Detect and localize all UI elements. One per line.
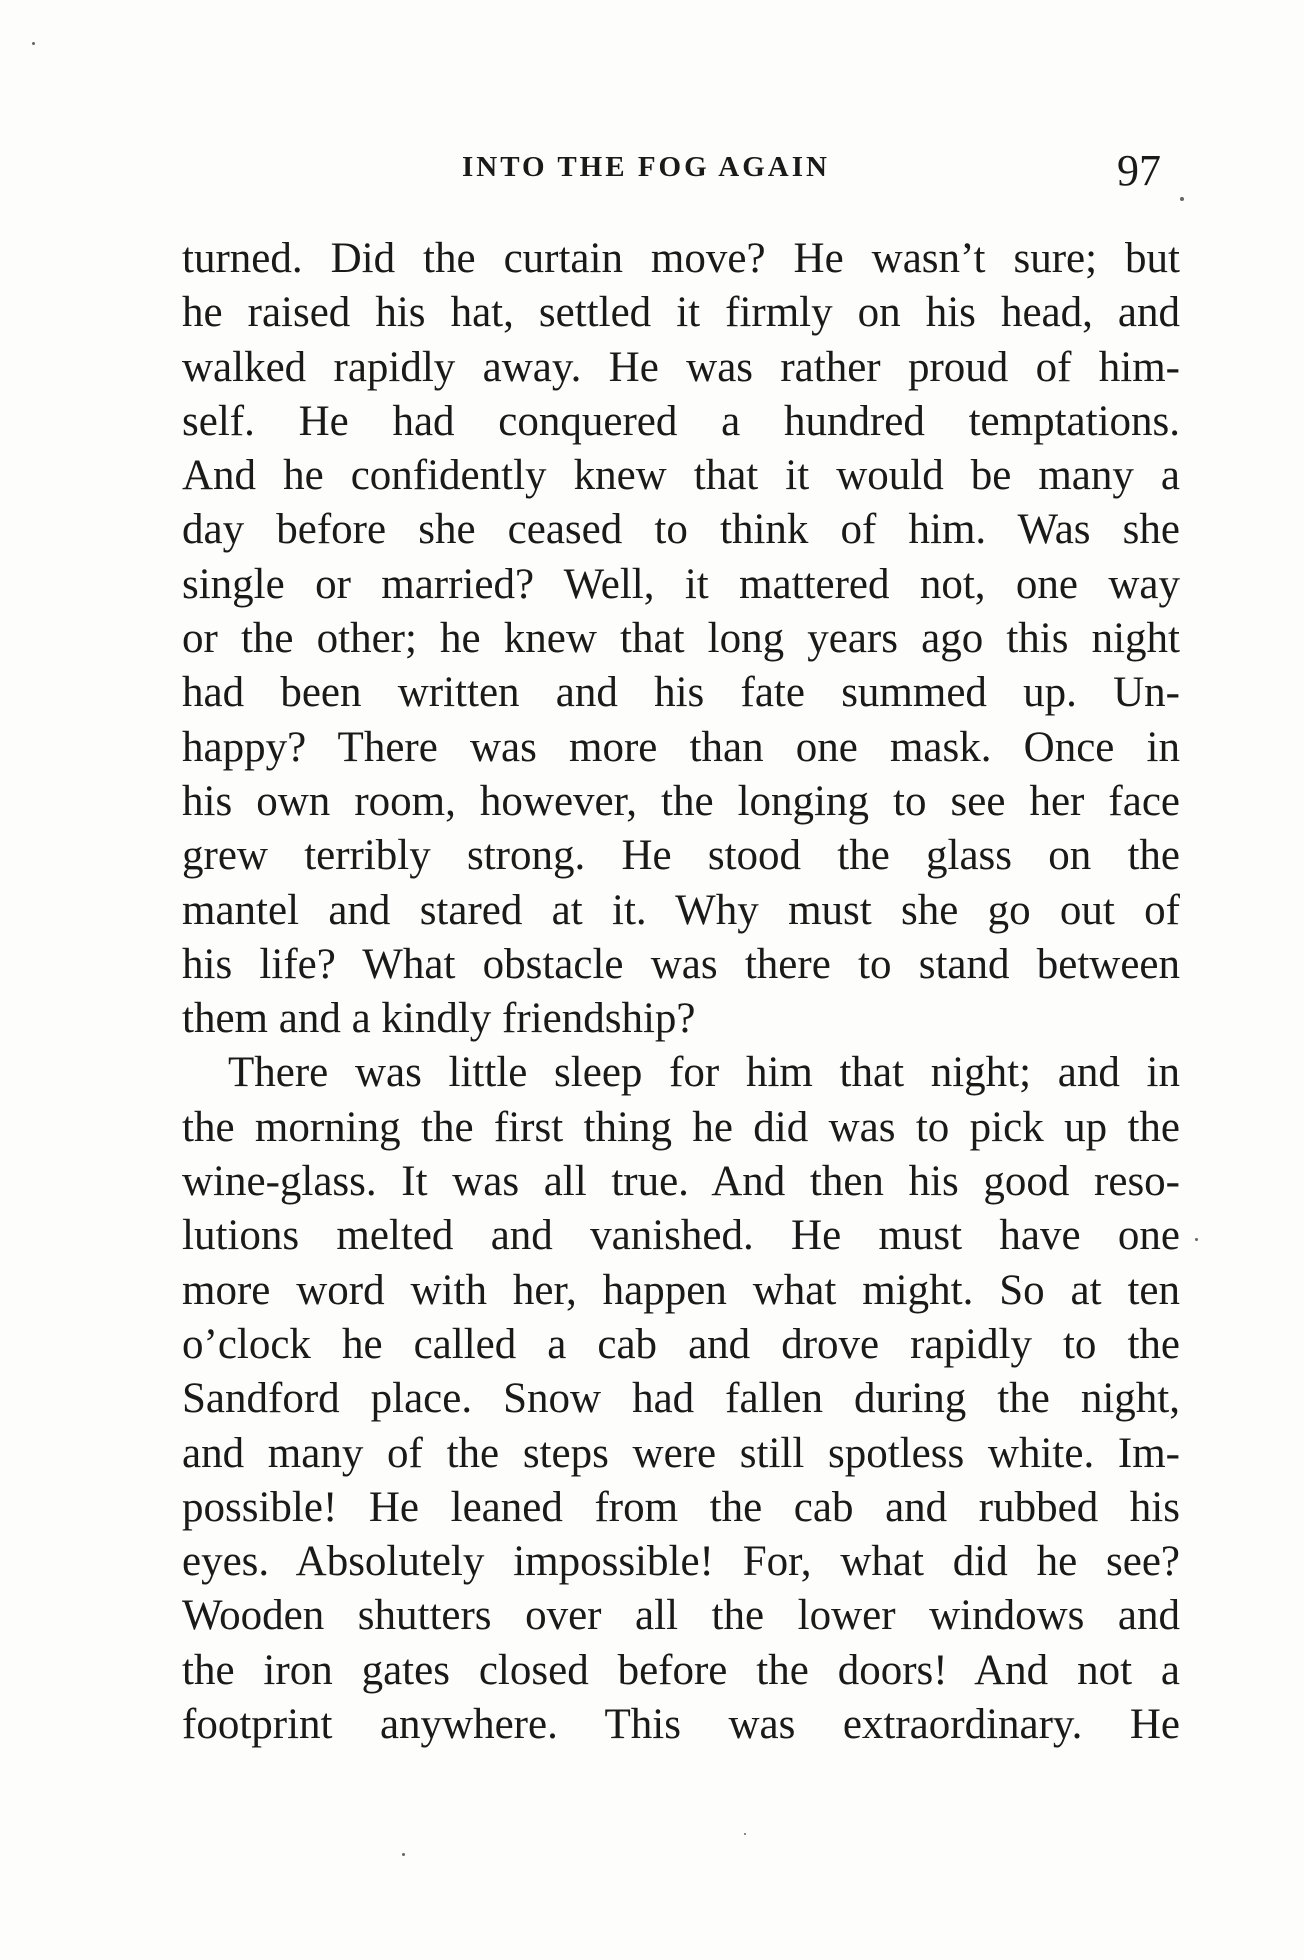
text-line: o’clock he called a cab and drove rapidly to the (182, 1320, 1180, 1368)
text-line: Wooden shutters over all the lower windows and (182, 1592, 1180, 1640)
print-speck (1180, 197, 1184, 201)
chapter-title: INTO THE FOG AGAIN (462, 151, 830, 183)
print-speck (1195, 1238, 1198, 1241)
text-line: more word with her, happen what might. So at ten (182, 1266, 1180, 1314)
text-line: There was little sleep for him that night; and in (228, 1049, 1180, 1097)
text-line: eyes. Absolutely impossible! For, what did he see? (182, 1538, 1180, 1586)
text-line: happy? There was more than one mask. Once in (182, 723, 1180, 771)
text-line: or the other; he knew that long years ago this night (182, 615, 1180, 663)
text-line: he raised his hat, settled it firmly on his head, and (182, 289, 1180, 337)
text-line: and many of the steps were still spotless white. Im- (182, 1429, 1180, 1477)
page-number: 97 (1117, 146, 1161, 195)
text-line: walked rapidly away. He was rather proud of him- (182, 343, 1180, 391)
text-line: single or married? Well, it mattered not, one way (182, 560, 1180, 608)
text-line: self. He had conquered a hundred temptations. (182, 397, 1180, 445)
text-line: the morning the first thing he did was to pick up the (182, 1103, 1180, 1151)
text-line: turned. Did the curtain move? He wasn’t sure; but (182, 235, 1180, 282)
running-head (182, 145, 1182, 205)
text-line: the iron gates closed before the doors! And not a (182, 1646, 1180, 1694)
text-line: lutions melted and vanished. He must have one (182, 1212, 1180, 1260)
text-line: them and a kindly friendship? (182, 995, 696, 1043)
text-line: had been written and his fate summed up. Un- (182, 669, 1180, 717)
text-line: possible! He leaned from the cab and rubbed his (182, 1483, 1180, 1531)
text-line: wine-glass. It was all true. And then his good reso- (182, 1158, 1180, 1206)
text-line: his own room, however, the longing to see her face (182, 777, 1180, 825)
body-text (182, 232, 1180, 1752)
print-speck (744, 1833, 746, 1835)
paragraph-2 (182, 1046, 1180, 1752)
text-line: grew terribly strong. He stood the glass on the (182, 832, 1180, 880)
text-line: day before she ceased to think of him. Was she (182, 506, 1180, 554)
text-line: Sandford place. Snow had fallen during the night, (182, 1375, 1180, 1423)
print-speck (402, 1853, 405, 1856)
text-line: his life? What obstacle was there to stand between (182, 940, 1180, 988)
paragraph-1 (182, 232, 1180, 1046)
text-line: mantel and stared at it. Why must she go out of (182, 886, 1180, 934)
text-line: And he confidently knew that it would be many a (182, 452, 1180, 500)
text-line: footprint anywhere. This was extraordinary. He (182, 1701, 1180, 1749)
print-speck (32, 42, 35, 45)
